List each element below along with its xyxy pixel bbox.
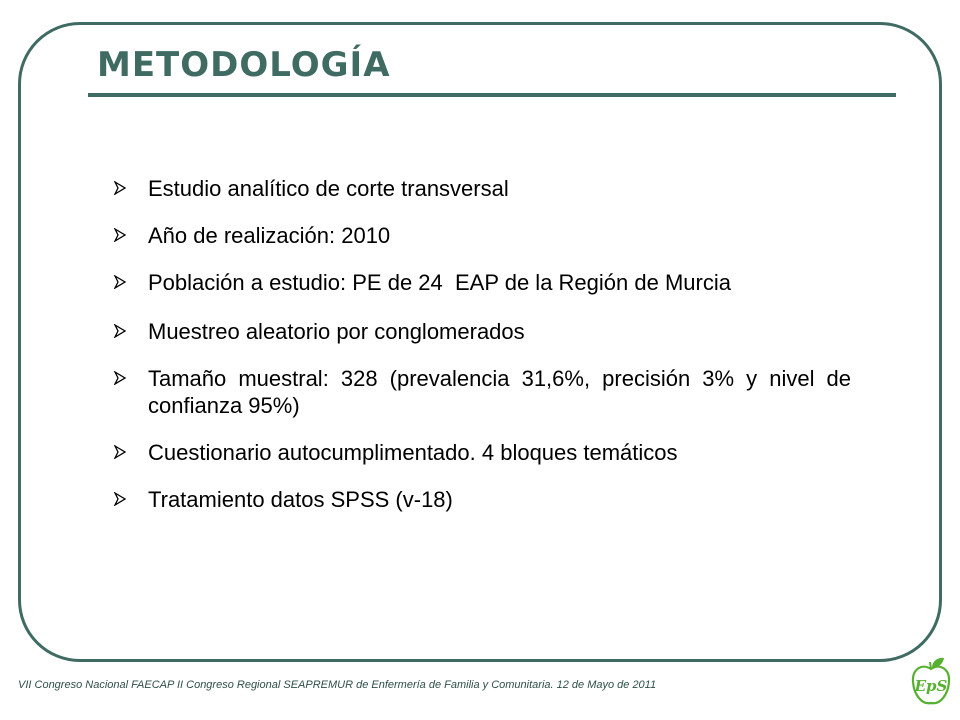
bullet-item [113,222,851,249]
arrow-bullet-icon [113,371,127,385]
arrow-bullet-icon [113,492,127,506]
title-underline [88,93,896,97]
logo-lettering: EpS [914,677,948,695]
bullet-text: Tratamiento datos SPSS (v-18) [148,487,453,512]
eps-logo-icon [908,655,954,711]
bullet-text: Tamaño muestral: 328 (prevalencia 31,6%, precisión 3% y nivel de confianza 95%) [148,366,851,418]
bullet-item [113,486,851,513]
bullet-item [113,318,851,345]
bullet-text: Población a estudio: PE de 24 EAP de la Región de Murcia [148,270,731,295]
bullet-text: Muestreo aleatorio por conglomerados [148,319,525,344]
bullet-text: Cuestionario autocumplimentado. 4 bloques temáticos [148,440,678,465]
bullet-list [113,175,851,533]
bullet-item [113,439,851,466]
bullet-item [113,269,851,296]
arrow-bullet-icon [113,181,127,195]
arrow-bullet-icon [113,445,127,459]
arrow-bullet-icon [113,324,127,338]
slide-title: METODOLOGÍA [97,45,391,85]
footer-conference-note: VII Congreso Nacional FAECAP II Congreso Regional SEAPREMUR de Enfermería de Familia y Comunitaria. 12 de Mayo de 2011 [18,679,657,691]
arrow-bullet-icon [113,228,127,242]
bullet-item [113,175,851,202]
bullet-item [113,365,851,419]
bullet-text: Año de realización: 2010 [148,223,391,248]
bullet-text: Estudio analítico de corte transversal [148,176,509,201]
arrow-bullet-icon [113,275,127,289]
